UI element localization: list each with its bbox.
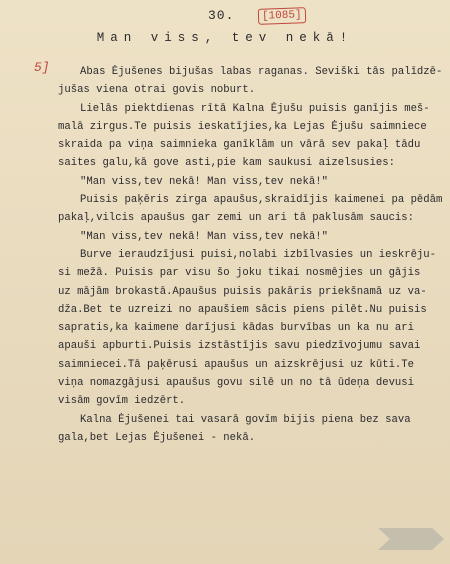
text-line: Puisis paķēris zirga apaušus,skraidījis kaimenei pa pēdām bbox=[80, 194, 443, 207]
text-line: jušas viena otrai govis noburt. bbox=[58, 84, 256, 97]
text-line: saites galu,kā gove asti,pie kam saukusi aizelsusies: bbox=[58, 157, 395, 170]
text-line: dža.Bet te uzreizi no apaušiem sācis piens pilēt.Nu puisis bbox=[58, 303, 427, 316]
text-line: uz mājām brokastā.Apaušus puisis pakāris priekšnamā uz va- bbox=[58, 285, 427, 298]
text-line: "Man viss,tev nekā! Man viss,tev nekā!" bbox=[80, 175, 328, 188]
story-title: Man viss, tev nekā! bbox=[96, 31, 354, 45]
story-body bbox=[58, 63, 443, 447]
text-line: malā zirgus.Te puisis ieskatījies,ka Lejas Ėjušu saimniece bbox=[58, 120, 427, 133]
archive-number-mark: [1085] bbox=[258, 7, 306, 25]
text-line: sapratis,ka kaimene darījusi kādas burvības un ka nu ari bbox=[58, 322, 415, 335]
text-line: Burve ieraudzījusi puisi,nolabi izbīlvasies un ieskrēju- bbox=[80, 248, 437, 261]
text-line: Kalna Ėjušenei tai vasarā govīm bijis piena bez sava bbox=[80, 413, 411, 426]
text-line: gala,bet Lejas Ėjušenei - nekā. bbox=[58, 431, 256, 444]
text-line: "Man viss,tev nekā! Man viss,tev nekā!" bbox=[80, 230, 328, 243]
text-line: saimniecei.Tā paķērusi apaušus un aizskrējusi uz kūti.Te bbox=[58, 358, 415, 371]
text-line: si mežā. Puisis par visu šo joku tikai nosmējies un gājis bbox=[58, 267, 421, 280]
text-line: Abas Ėjušenes bijušas labas raganas. Seviški tās palīdzē- bbox=[80, 66, 443, 78]
text-line: skraida pa viņa saimnieka ganīklām un vārā sev pakaļ tādu bbox=[58, 139, 421, 152]
text-line: viņa nomazgājusi apaušus govu silē un no tā ūdeņa devusi bbox=[58, 377, 415, 390]
text-line: visām govīm iedzērt. bbox=[58, 395, 186, 408]
archive-watermark-stamp bbox=[378, 528, 444, 550]
page-number: 30. bbox=[208, 8, 235, 23]
margin-annotation: 5] bbox=[34, 60, 50, 75]
text-line: apauši apburti.Puisis izstāstījis savu piedzīvojumu savai bbox=[58, 340, 421, 353]
text-line: pakaļ,vilcis apaušus gar zemi un ari tā paklusām saucis: bbox=[58, 212, 415, 225]
text-line: Lielās piektdienas rītā Kalna Ėjušu puisis ganījis meš- bbox=[80, 102, 430, 115]
